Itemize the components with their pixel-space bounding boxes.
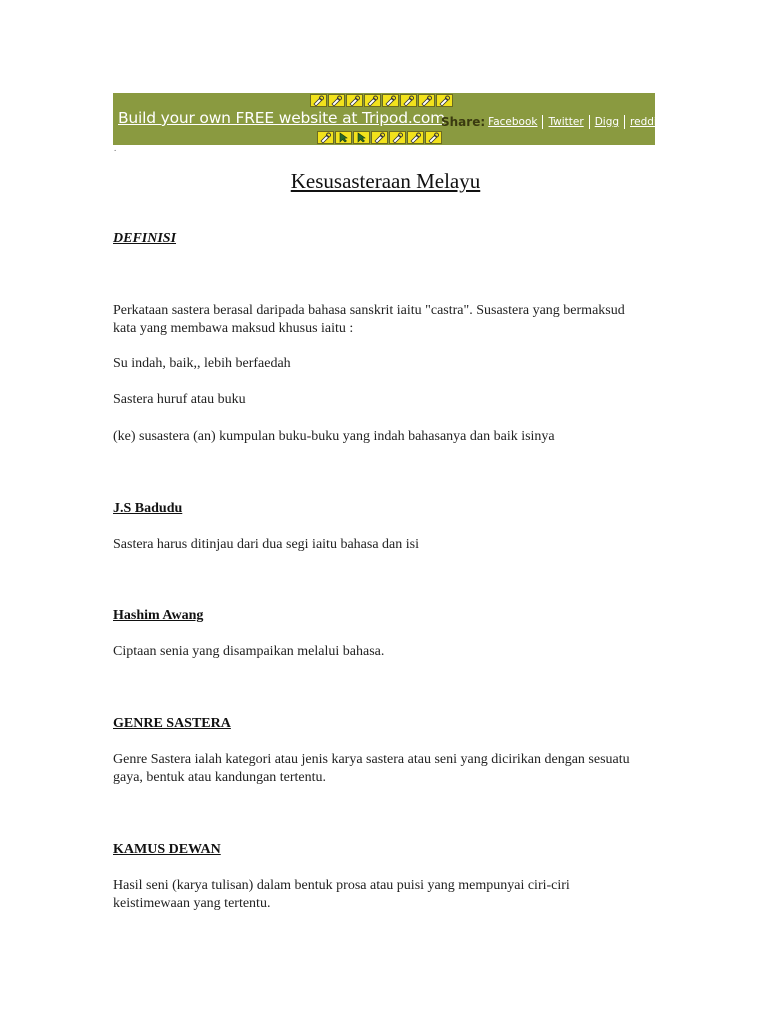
share-bar bbox=[441, 113, 661, 131]
tool-icon[interactable] bbox=[436, 94, 453, 107]
cursor-icon[interactable] bbox=[335, 131, 352, 144]
tripod-banner bbox=[113, 93, 661, 145]
definisi-paragraph-1: Perkataan sastera berasal daripada bahasa sanskrit iaitu "castra". Susastera yang bermaksud kata yang membawa maksud khusus iaitu : bbox=[113, 303, 625, 336]
tool-icon[interactable] bbox=[418, 94, 435, 107]
tool-icon[interactable] bbox=[425, 131, 442, 144]
share-label: Share: bbox=[441, 115, 486, 129]
hashim-paragraph: Ciptaan senia yang disampaikan melalui bahasa. bbox=[113, 644, 385, 659]
tool-icon[interactable] bbox=[310, 94, 327, 107]
stray-dot: . bbox=[114, 143, 117, 153]
tool-icon[interactable] bbox=[346, 94, 363, 107]
cursor-icon[interactable] bbox=[353, 131, 370, 144]
page-title: Kesusasteraan Melayu bbox=[290, 169, 481, 193]
badudu-paragraph: Sastera harus ditinjau dari dua segi iaitu bahasa dan isi bbox=[113, 537, 419, 552]
share-facebook-link[interactable]: Facebook bbox=[488, 116, 538, 128]
tool-icon[interactable] bbox=[407, 131, 424, 144]
kamus-paragraph: Hasil seni (karya tulisan) dalam bentuk prosa atau puisi yang mempunyai ciri-ciri keistimewaan yang tertentu. bbox=[113, 878, 570, 911]
share-digg-link[interactable]: Digg bbox=[594, 116, 620, 128]
tool-icon[interactable] bbox=[364, 94, 381, 107]
heading-hashim-awang: Hashim Awang bbox=[113, 608, 204, 623]
share-reddit-link[interactable]: reddit bbox=[630, 116, 661, 128]
banner-bottom-icon-row bbox=[317, 131, 442, 144]
definisi-paragraph-2: Su indah, baik,, lebih berfaedah bbox=[113, 356, 291, 371]
heading-kamus-dewan: KAMUS DEWAN bbox=[113, 842, 221, 857]
tool-icon[interactable] bbox=[389, 131, 406, 144]
share-twitter-link[interactable]: Twitter bbox=[548, 116, 584, 128]
share-separator bbox=[589, 115, 590, 129]
tool-icon[interactable] bbox=[317, 131, 334, 144]
share-separator bbox=[542, 115, 543, 129]
tool-icon[interactable] bbox=[371, 131, 388, 144]
tool-icon[interactable] bbox=[400, 94, 417, 107]
genre-paragraph: Genre Sastera ialah kategori atau jenis karya sastera atau seni yang dicirikan dengan sesuatu gaya, bentuk atau kandungan tertentu. bbox=[113, 752, 630, 785]
tool-icon[interactable] bbox=[382, 94, 399, 107]
definisi-paragraph-3: Sastera huruf atau buku bbox=[113, 392, 246, 407]
tool-icon[interactable] bbox=[328, 94, 345, 107]
definisi-paragraph-4: (ke) susastera (an) kumpulan buku-buku yang indah bahasanya dan baik isinya bbox=[113, 429, 555, 444]
heading-genre-sastera: GENRE SASTERA bbox=[113, 716, 231, 731]
share-separator bbox=[624, 115, 625, 129]
banner-top-icon-row bbox=[310, 94, 453, 107]
heading-js-badudu: J.S Badudu bbox=[113, 501, 183, 516]
heading-definisi: DEFINISI bbox=[113, 231, 177, 246]
tripod-build-website-link[interactable]: Build your own FREE website at Tripod.com bbox=[118, 109, 446, 127]
